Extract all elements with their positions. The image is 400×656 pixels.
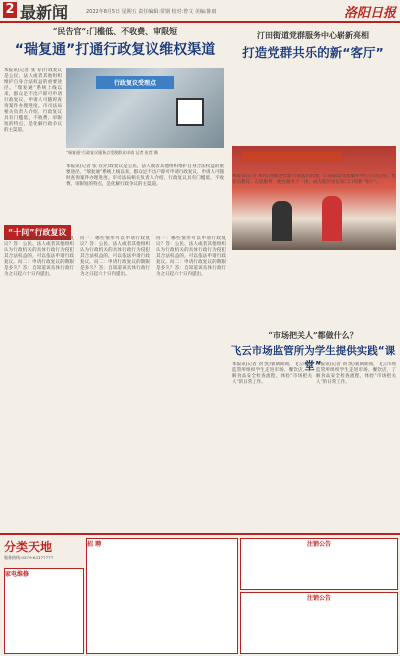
article-2-kicker: 汀田街道党群服务中心崭新亮相: [257, 30, 369, 40]
red-banner-wall: [242, 152, 342, 162]
ad-3-title: 注销公告: [306, 541, 331, 548]
article-3-title: 飞云市场监管所为学生提供实践“课堂”: [230, 345, 396, 372]
article-2-title: 打造党群共乐的新“客厅”: [242, 45, 384, 60]
classified-banner: [4, 538, 84, 560]
ad-box-3: [240, 538, 398, 590]
ad-1-title: 家电维修: [5, 571, 30, 578]
qa-body-col1: 问一：哪些情形可以申请行政复议？答：公民、法人或者其他组织认为行政机关的具体行政行为侵犯其合法权益的，可以依法申请行政复议。问二：申请行政复议的期限是多久？答：自知道该具体行政行为之日起六十日内提出。: [4, 236, 74, 277]
ad-2-title: 招 聘: [87, 541, 102, 548]
header-meta: 2022年8月5日 星期五 责任编辑:常钢 校对:曾文 美编:陈雨: [86, 9, 217, 15]
masthead-logo: 洛阳日报: [343, 6, 396, 21]
article-1-photo: [66, 68, 224, 148]
qr-code-icon: [176, 98, 204, 126]
article-1-body-continued: 本报讯(记者 张 荐)行政复议是公民、法人或者其他组织维护自身合法权益的重要途径。“瑞复通”系统上线以来，群众足不出户即可申请行政复议，申请人可随时查询案件办理进度。市司法局相关负责人介绍，行政复议具有门槛低、不收费、审限短的特点，是化解行政争议的主渠道。: [66, 164, 224, 187]
classified-hotline: 服务热线:0379-63177777: [4, 555, 54, 560]
section-title: 最新闻: [20, 3, 69, 22]
ad-box-2: [86, 538, 238, 654]
article-3-kicker: “市场把关人”都做什么？: [268, 330, 358, 340]
article-2-body: 本报讯(记者 黄玮)为推进党建引领基层治理，汀田街道党群服务中心正式启用，集党员教育、志愿服务、便民服务于一体，成为辖区居民家门口的新“客厅”。: [232, 174, 396, 185]
page-number: 2: [3, 2, 17, 18]
classified-title: 分类天地: [4, 540, 53, 554]
page-header: [0, 0, 400, 23]
photo-banner: 行政复议受理点: [96, 76, 174, 89]
article-1-caption: “瑞复通”行政复议服务点受理群众申请 记者 张荐 摄: [66, 150, 158, 155]
ad-box-1: [4, 568, 84, 654]
article-1-title: “瑞复通”打通行政复议维权渠道: [14, 42, 216, 58]
article-1-body: 本报讯(记者 张 荐)行政复议是公民、法人或者其他组织维护自身合法权益的重要途径。“瑞复通”系统上线以来，群众足不出户即可申请行政复议，申请人可随时查询案件办理进度。市司法局相关负责人介绍，行政复议具有门槛低、不收费、审限短的特点，是化解行政争议的主渠道。: [4, 68, 62, 133]
article-3-body-col1: 本报讯(记者 刘 凯)暑期期间，飞云市场监管所组织学生走进市场、餐饮店，了解食品安全检查流程，体验“市场把关人”的日常工作。: [232, 362, 312, 385]
qa-body-col2: 问一：哪些情形可以申请行政复议？答：公民、法人或者其他组织认为行政机关的具体行政行为侵犯其合法权益的，可以依法申请行政复议。问二：申请行政复议的期限是多久？答：自知道该具体行政行为之日起六十日内提出。: [80, 236, 150, 277]
article-3-body-col2: 本报讯(记者 刘 凯)暑期期间，飞云市场监管所组织学生走进市场、餐饮店，了解食品安全检查流程，体验“市场把关人”的日常工作。: [316, 362, 396, 385]
divider: [0, 533, 400, 535]
qa-title: “十问”行政复议: [4, 225, 71, 240]
ad-4-title: 注销公告: [306, 595, 331, 602]
article-1-kicker: “民告官”:门槛低、不收费、审限短: [52, 26, 178, 36]
article-1: [4, 26, 226, 59]
ad-box-4: [240, 592, 398, 654]
article-2: [230, 30, 396, 61]
qa-body-col3: 问一：哪些情形可以申请行政复议？答：公民、法人或者其他组织认为行政机关的具体行政行为侵犯其合法权益的，可以依法申请行政复议。问二：申请行政复议的期限是多久？答：自知道该具体行政行为之日起六十日内提出。: [156, 236, 226, 277]
